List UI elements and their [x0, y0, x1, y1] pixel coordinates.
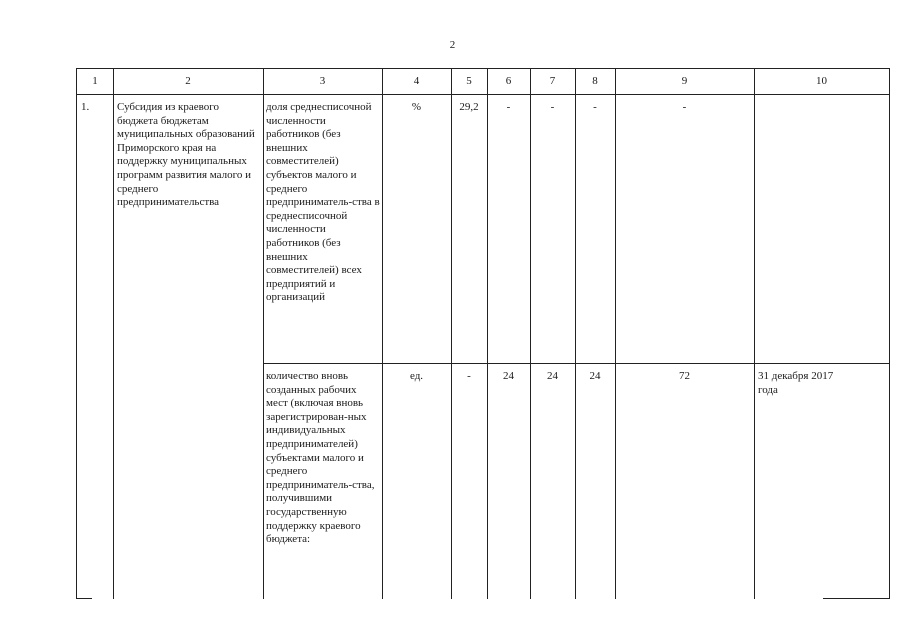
- header-col-6: 6: [505, 75, 512, 87]
- row2-col10: 31 декабря 2017 года: [758, 370, 834, 396]
- header-col-1: 1: [92, 75, 98, 87]
- page-number: 2: [449, 39, 456, 51]
- row1-number: 1.: [81, 101, 90, 113]
- header-col-10: 10: [816, 75, 827, 87]
- row1-indicator: доля среднесписочной численности работников (без внешних совместителей) субъектов малого и среднего предприниматель-ства в среднесписочной численности работников (без внешних совместителей) всех предприятий и организаций: [266, 101, 380, 304]
- row1-col5: 29,2: [459, 101, 479, 113]
- row1-col8: -: [593, 101, 597, 113]
- row2-col5: -: [467, 370, 471, 382]
- row2-col8: 24: [589, 370, 601, 382]
- row1-col9: -: [682, 101, 687, 113]
- row2-indicator: количество вновь созданных рабочих мест (включая вновь зарегистрирован-ных индивидуальных предпринимателей) субъектами малого и среднего предприниматель-ства, получившими государственную поддержку краевого бюджета:: [266, 370, 375, 546]
- row1-col6: -: [506, 101, 511, 113]
- header-col-8: 8: [592, 75, 598, 87]
- row2-unit: ед.: [409, 370, 424, 382]
- header-col-4: 4: [413, 75, 420, 87]
- row1-name: Субсидия из краевого бюджета бюджетам муниципальных образований Приморского края на поддержку муниципальных программ развития малого и среднего предпринимательства: [117, 101, 255, 209]
- header-col-2: 2: [185, 75, 191, 87]
- header-col-3: 3: [319, 75, 326, 87]
- row2-col7: 24: [547, 370, 558, 382]
- row1-col7: -: [550, 101, 555, 113]
- row2-col6: 24: [503, 370, 514, 382]
- row1-unit: %: [411, 101, 422, 113]
- header-col-5: 5: [466, 75, 472, 87]
- header-col-9: 9: [681, 75, 688, 87]
- row2-col9: 72: [679, 370, 690, 382]
- header-col-7: 7: [549, 75, 556, 87]
